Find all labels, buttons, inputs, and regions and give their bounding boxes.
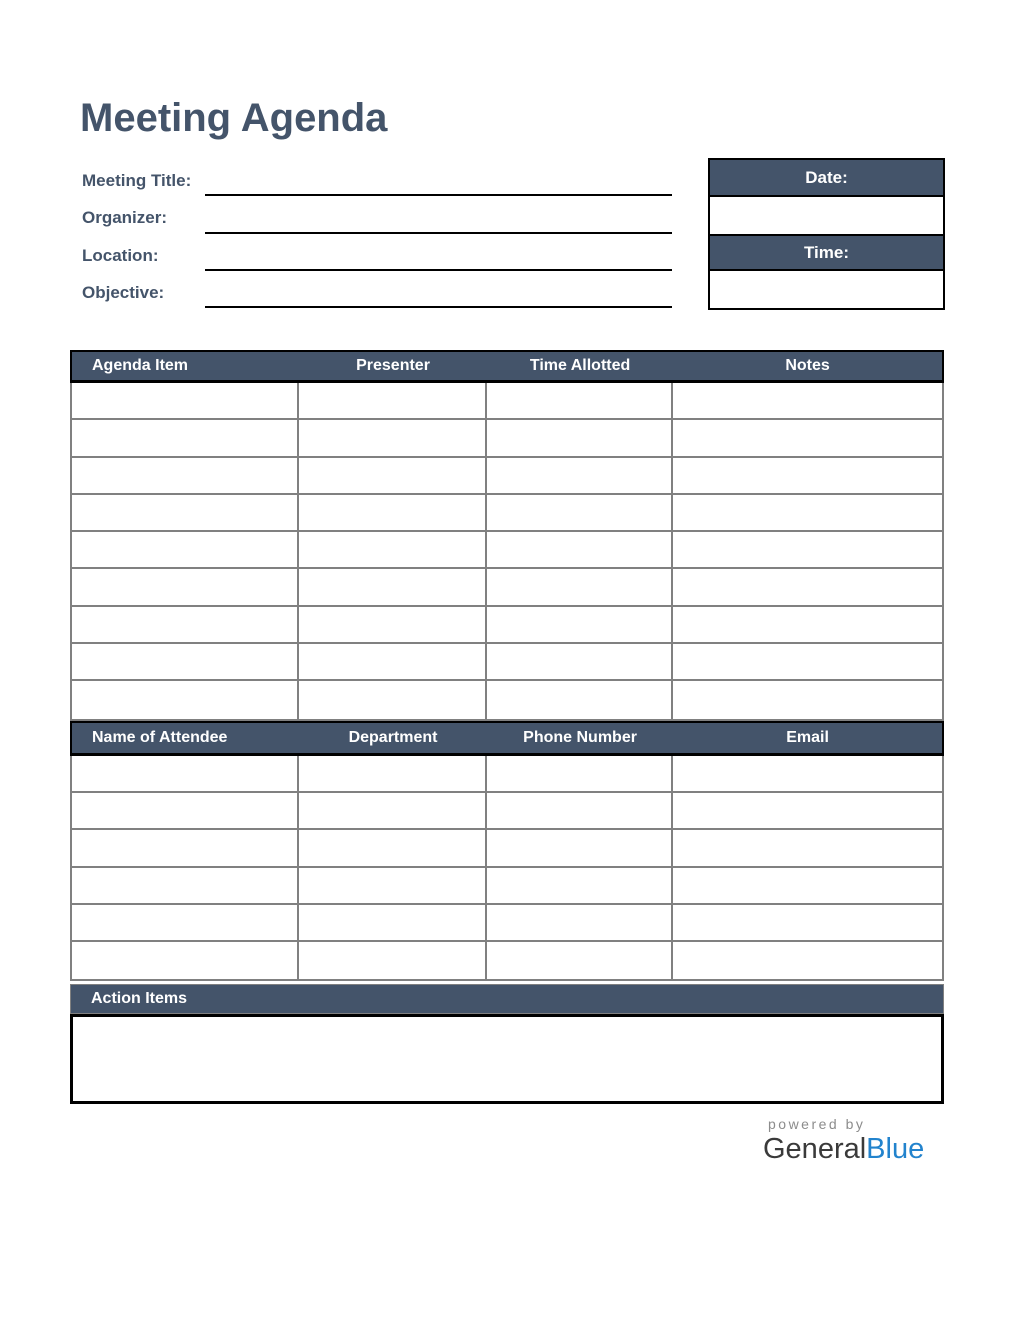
meeting-title-input[interactable] (205, 194, 672, 196)
table-cell[interactable] (299, 942, 487, 979)
table-cell[interactable] (673, 383, 942, 418)
objective-row (82, 272, 672, 309)
table-cell[interactable] (299, 905, 487, 940)
table-cell[interactable] (487, 681, 673, 718)
table-cell[interactable] (673, 942, 942, 979)
organizer-label: Organizer: (82, 208, 168, 228)
table-cell[interactable] (673, 756, 942, 791)
table-cell[interactable] (72, 532, 299, 567)
attendee-table-body (70, 756, 944, 982)
table-row (72, 905, 942, 942)
table-cell[interactable] (72, 942, 299, 979)
table-row (72, 420, 942, 457)
table-row (72, 532, 942, 569)
table-cell[interactable] (299, 495, 487, 530)
table-cell[interactable] (487, 458, 673, 493)
table-cell[interactable] (72, 569, 299, 604)
table-cell[interactable] (673, 644, 942, 679)
time-header: Time: (710, 236, 943, 271)
table-cell[interactable] (487, 607, 673, 642)
table-cell[interactable] (72, 607, 299, 642)
table-cell[interactable] (673, 681, 942, 718)
table-row (72, 681, 942, 718)
tables-section (70, 350, 944, 1104)
table-cell[interactable] (72, 420, 299, 455)
table-cell[interactable] (72, 495, 299, 530)
table-cell[interactable] (299, 569, 487, 604)
table-cell[interactable] (487, 495, 673, 530)
table-cell[interactable] (487, 868, 673, 903)
table-cell[interactable] (72, 644, 299, 679)
table-row (72, 942, 942, 979)
department-header: Department (348, 728, 438, 746)
agenda-table-body (70, 383, 944, 721)
page-title: Meeting Agenda (80, 96, 388, 140)
meta-fields (82, 160, 672, 309)
table-cell[interactable] (487, 644, 673, 679)
email-header: Email (786, 728, 829, 746)
table-cell[interactable] (72, 830, 299, 865)
table-cell[interactable] (72, 868, 299, 903)
objective-input[interactable] (205, 306, 672, 308)
table-cell[interactable] (673, 905, 942, 940)
table-row (72, 458, 942, 495)
table-cell[interactable] (72, 383, 299, 418)
table-cell[interactable] (487, 569, 673, 604)
attendee-table-header (70, 721, 944, 756)
presenter-header: Presenter (356, 357, 430, 374)
table-cell[interactable] (673, 495, 942, 530)
table-cell[interactable] (299, 420, 487, 455)
objective-label: Objective: (82, 282, 165, 302)
brand-blue-text: Blue (866, 1133, 925, 1165)
table-cell[interactable] (487, 830, 673, 865)
table-cell[interactable] (673, 569, 942, 604)
date-value-cell[interactable] (710, 197, 943, 236)
location-label: Location: (82, 245, 159, 265)
table-row (72, 495, 942, 532)
table-cell[interactable] (487, 793, 673, 828)
table-cell[interactable] (487, 383, 673, 418)
date-time-box (708, 158, 945, 310)
table-cell[interactable] (487, 532, 673, 567)
table-row (72, 756, 942, 793)
table-cell[interactable] (487, 942, 673, 979)
time-allotted-header: Time Allotted (529, 357, 631, 374)
table-cell[interactable] (487, 756, 673, 791)
powered-by-text: powered by (768, 1116, 866, 1132)
table-cell[interactable] (299, 793, 487, 828)
agenda-table-header (70, 350, 944, 383)
agenda-item-header: Agenda Item (92, 357, 189, 374)
attendee-name-header: Name of Attendee (92, 728, 228, 746)
table-row (72, 569, 942, 606)
table-row (72, 868, 942, 905)
table-cell[interactable] (299, 458, 487, 493)
notes-header: Notes (785, 357, 830, 374)
date-header: Date: (710, 160, 943, 197)
table-cell[interactable] (299, 756, 487, 791)
table-cell[interactable] (299, 532, 487, 567)
phone-number-header: Phone Number (523, 728, 637, 746)
table-cell[interactable] (673, 607, 942, 642)
organizer-row (82, 197, 672, 234)
location-input[interactable] (205, 269, 672, 271)
table-cell[interactable] (299, 644, 487, 679)
brand-general-text: General (763, 1133, 867, 1165)
table-cell[interactable] (299, 681, 487, 718)
table-row (72, 644, 942, 681)
meeting-title-row (82, 160, 672, 197)
table-cell[interactable] (299, 868, 487, 903)
table-cell[interactable] (72, 681, 299, 718)
table-cell[interactable] (673, 420, 942, 455)
table-cell[interactable] (299, 607, 487, 642)
table-cell[interactable] (673, 830, 942, 865)
general-blue-logo (763, 1133, 924, 1166)
table-cell[interactable] (72, 756, 299, 791)
table-row (72, 383, 942, 420)
table-cell[interactable] (299, 383, 487, 418)
location-row (82, 235, 672, 272)
table-cell[interactable] (487, 420, 673, 455)
table-row (72, 793, 942, 830)
table-cell[interactable] (299, 830, 487, 865)
table-cell[interactable] (673, 458, 942, 493)
action-items-header: Action Items (70, 984, 944, 1014)
table-cell[interactable] (72, 905, 299, 940)
table-cell[interactable] (673, 793, 942, 828)
table-cell[interactable] (673, 868, 942, 903)
table-cell[interactable] (72, 458, 299, 493)
organizer-input[interactable] (205, 232, 672, 234)
table-cell[interactable] (673, 532, 942, 567)
table-row (72, 607, 942, 644)
table-row (72, 830, 942, 867)
action-items-box[interactable] (70, 1014, 944, 1104)
table-cell[interactable] (72, 793, 299, 828)
time-value-cell[interactable] (710, 271, 943, 308)
table-cell[interactable] (487, 905, 673, 940)
footer-brand (763, 1116, 924, 1166)
meeting-title-label: Meeting Title: (82, 171, 192, 190)
